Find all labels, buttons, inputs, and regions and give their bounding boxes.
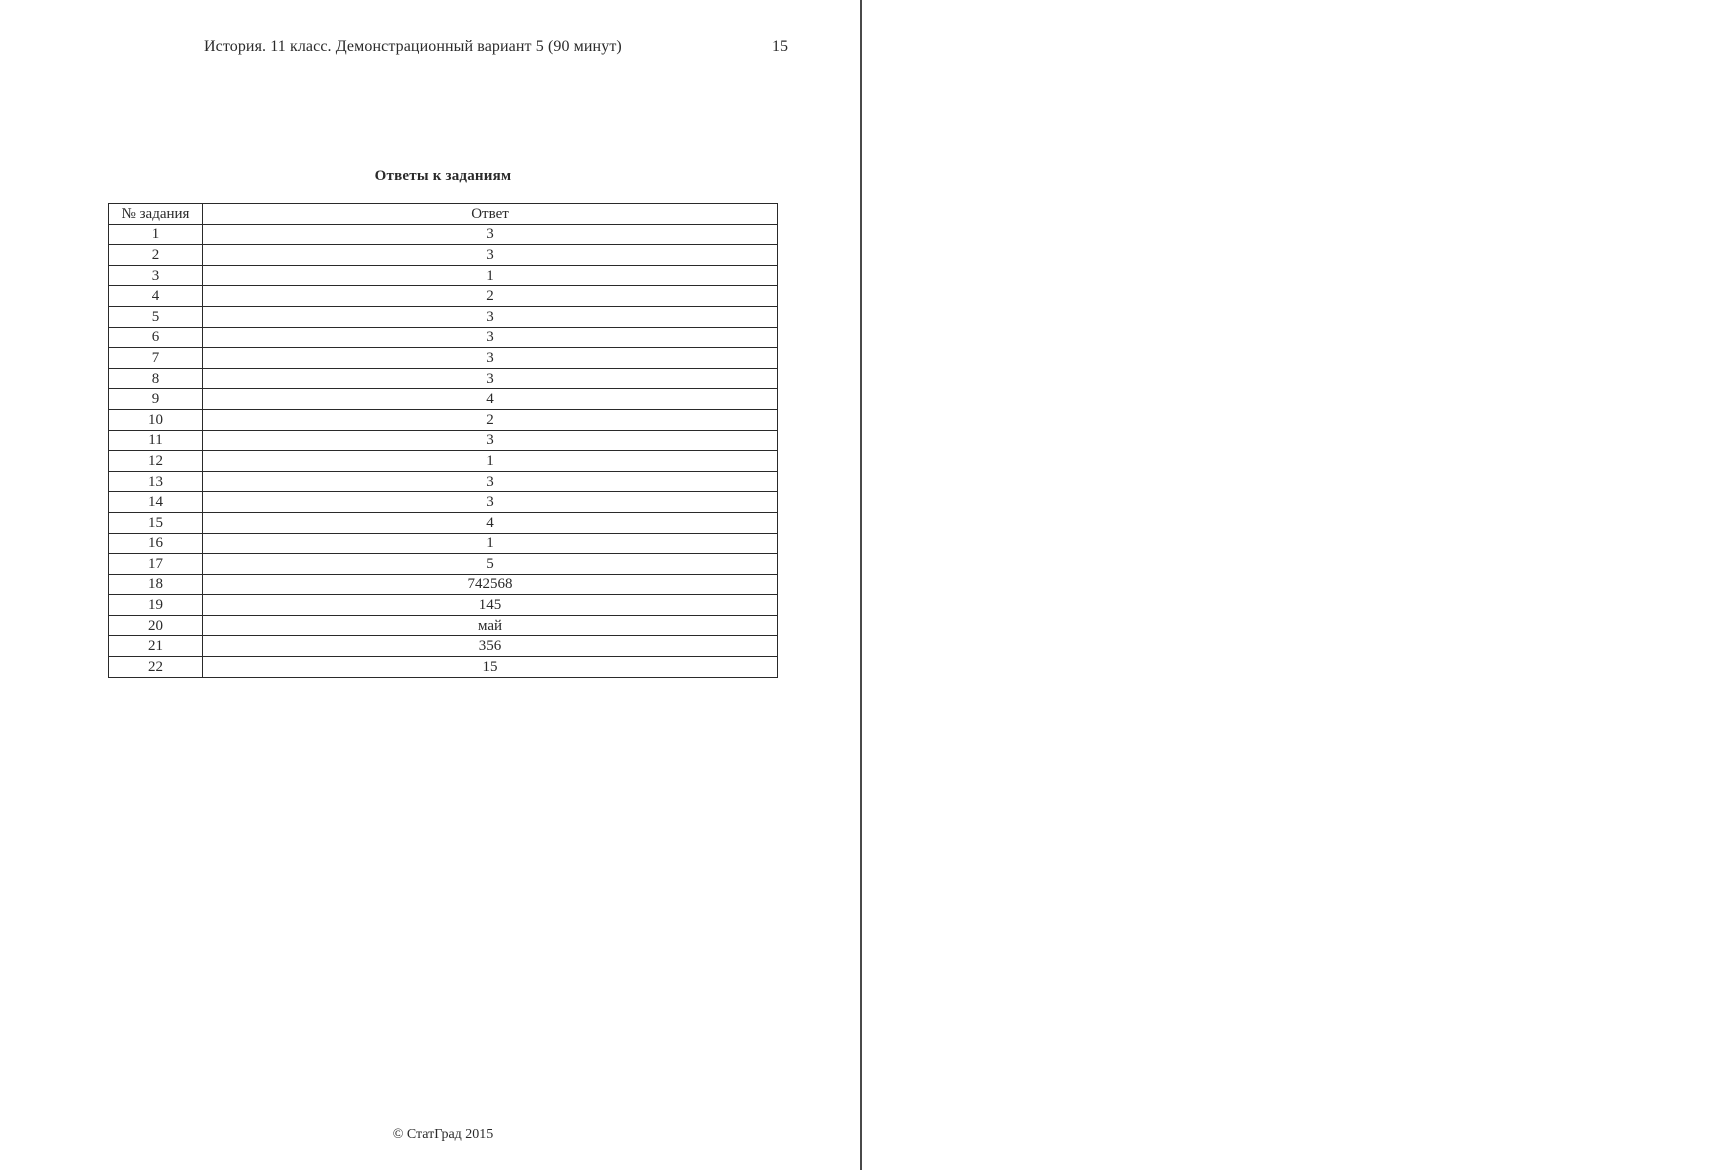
task-number-cell: 13 xyxy=(109,471,203,492)
task-number-cell: 6 xyxy=(109,327,203,348)
table-row xyxy=(109,224,778,245)
document-page-right xyxy=(862,0,1722,1170)
table-row xyxy=(109,245,778,266)
column-header-answer: Ответ xyxy=(203,204,778,225)
table-row xyxy=(109,265,778,286)
answer-cell: май xyxy=(203,615,778,636)
table-row xyxy=(109,615,778,636)
answer-cell: 1 xyxy=(203,451,778,472)
task-number-cell: 4 xyxy=(109,286,203,307)
table-row xyxy=(109,306,778,327)
task-number-cell: 9 xyxy=(109,389,203,410)
document-page-left xyxy=(0,0,860,1170)
answers-table xyxy=(108,203,778,678)
answer-cell: 4 xyxy=(203,512,778,533)
task-number-cell: 20 xyxy=(109,615,203,636)
task-number-cell: 11 xyxy=(109,430,203,451)
answer-cell: 742568 xyxy=(203,574,778,595)
task-number-cell: 10 xyxy=(109,409,203,430)
table-row xyxy=(109,348,778,369)
answer-cell: 2 xyxy=(203,286,778,307)
answer-cell: 145 xyxy=(203,595,778,616)
task-number-cell: 19 xyxy=(109,595,203,616)
answer-cell: 2 xyxy=(203,409,778,430)
table-row xyxy=(109,636,778,657)
task-number-cell: 12 xyxy=(109,451,203,472)
answer-cell: 5 xyxy=(203,554,778,575)
table-row xyxy=(109,512,778,533)
table-row xyxy=(109,657,778,678)
table-row xyxy=(109,286,778,307)
answer-cell: 3 xyxy=(203,327,778,348)
task-number-cell: 7 xyxy=(109,348,203,369)
column-header-task-number: № задания xyxy=(109,204,203,225)
task-number-cell: 2 xyxy=(109,245,203,266)
task-number-cell: 16 xyxy=(109,533,203,554)
table-row xyxy=(109,451,778,472)
task-number-cell: 3 xyxy=(109,265,203,286)
task-number-cell: 18 xyxy=(109,574,203,595)
table-row xyxy=(109,471,778,492)
table-row xyxy=(109,533,778,554)
table-row xyxy=(109,595,778,616)
answer-cell: 3 xyxy=(203,306,778,327)
answers-table-body xyxy=(109,224,778,677)
answers-title: Ответы к заданиям xyxy=(374,168,512,184)
table-row xyxy=(109,574,778,595)
answer-cell: 3 xyxy=(203,471,778,492)
answer-cell: 1 xyxy=(203,265,778,286)
table-row xyxy=(109,327,778,348)
page-header-title: История. 11 класс. Демонстрационный вариант 5 (90 минут) xyxy=(204,38,622,55)
task-number-cell: 1 xyxy=(109,224,203,245)
answer-cell: 3 xyxy=(203,430,778,451)
table-row xyxy=(109,554,778,575)
table-row xyxy=(109,368,778,389)
task-number-cell: 5 xyxy=(109,306,203,327)
answer-cell: 4 xyxy=(203,389,778,410)
answer-cell: 3 xyxy=(203,348,778,369)
table-row xyxy=(109,409,778,430)
table-header-row xyxy=(109,204,778,225)
answer-cell: 15 xyxy=(203,657,778,678)
answer-cell: 1 xyxy=(203,533,778,554)
task-number-cell: 14 xyxy=(109,492,203,513)
task-number-cell: 22 xyxy=(109,657,203,678)
answer-cell: 3 xyxy=(203,368,778,389)
table-row xyxy=(109,389,778,410)
task-number-cell: 8 xyxy=(109,368,203,389)
table-row xyxy=(109,430,778,451)
task-number-cell: 15 xyxy=(109,512,203,533)
task-number-cell: 17 xyxy=(109,554,203,575)
answer-cell: 3 xyxy=(203,492,778,513)
answer-cell: 356 xyxy=(203,636,778,657)
page-footer-copyright: © СтатГрад 2015 xyxy=(392,1127,494,1142)
task-number-cell: 21 xyxy=(109,636,203,657)
table-row xyxy=(109,492,778,513)
answer-cell: 3 xyxy=(203,245,778,266)
page-number: 15 xyxy=(772,38,788,55)
answer-cell: 3 xyxy=(203,224,778,245)
